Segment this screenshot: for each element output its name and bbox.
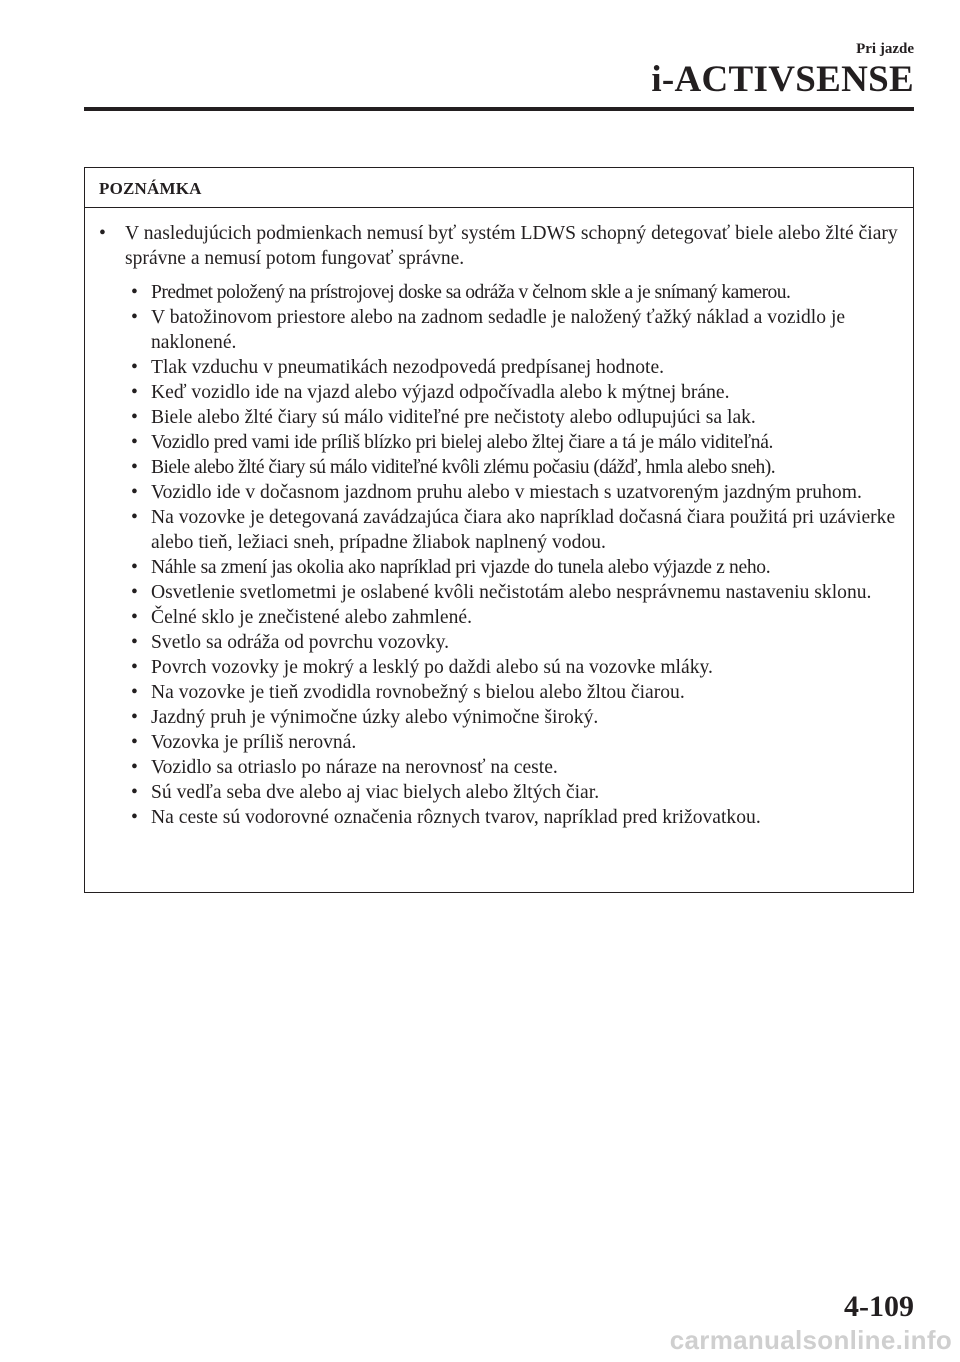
list-item [131,655,907,680]
bullet-icon: • [131,782,138,803]
list-item [131,755,907,780]
list-item-text: Na vozovke je tieň zvodidla rovnobežný s bielou alebo žltou čiarou. [151,682,685,703]
list-item-text: Vozovka je príliš nerovná. [151,732,357,753]
note-heading: POZNÁMKA [85,168,913,208]
list-item [131,555,907,580]
list-item [131,580,907,605]
list-item [131,630,907,655]
bullet-icon: • [131,732,138,753]
list-item-text: Jazdný pruh je výnimočne úzky alebo výnimočne široký. [151,707,599,728]
list-item [131,380,907,405]
list-item [131,780,907,805]
bullet-icon: • [131,407,138,428]
note-main-text: V nasledujúcich podmienkach nemusí byť systém LDWS schopný detegovať biele alebo žlté čiary správne a nemusí potom fungovať správne. [125,223,898,269]
list-item [131,480,907,505]
list-item-text: Predmet položený na prístrojovej doske sa odráža v čelnom skle a je snímaný kamerou. [151,282,791,303]
list-item-text: Sú vedľa seba dve alebo aj viac bielych alebo žltých čiar. [151,782,600,803]
list-item [131,605,907,630]
condition-list [99,280,907,830]
bullet-icon: • [131,432,138,453]
list-item-text: V batožinovom priestore alebo na zadnom sedadle je naložený ťažký náklad a vozidlo je naklonené. [151,307,846,353]
list-item [131,505,907,555]
bullet-icon: • [131,582,138,603]
bullet-icon: • [131,757,138,778]
list-item-text: Biele alebo žlté čiary sú málo viditeľné pre nečistoty alebo odlupujúci sa lak. [151,407,756,428]
header-divider [84,107,914,111]
list-item-text: Povrch vozovky je mokrý a lesklý po daždi alebo sú na vozovke mláky. [151,657,713,678]
note-body [85,208,913,830]
note-box [84,167,914,893]
list-item-text: Keď vozidlo ide na vjazd alebo výjazd odpočívadla alebo k mýtnej bráne. [151,382,730,403]
list-item-text: Vozidlo sa otriaslo po náraze na nerovnosť na ceste. [151,757,558,778]
bullet-icon: • [131,457,138,478]
list-item [131,805,907,830]
list-item-text: Na vozovke je detegovaná zavádzajúca čiara ako napríklad dočasná čiara použitá pri uzávierke alebo tieň, ležiaci sneh, prípadne žliabok naplnený vodou. [151,507,896,553]
note-main-item [99,221,907,271]
bullet-icon: • [131,557,138,578]
bullet-icon: • [131,807,138,828]
list-item-text: Osvetlenie svetlometmi je oslabené kvôli nečistotám alebo nesprávnemu nastaveniu sklonu. [151,582,872,603]
list-item [131,405,907,430]
list-item [131,430,907,455]
list-item [131,705,907,730]
list-item-text: Čelné sklo je znečistené alebo zahmlené. [151,607,472,628]
bullet-icon: • [131,632,138,653]
list-item [131,305,907,355]
list-item-text: Vozidlo pred vami ide príliš blízko pri bielej alebo žltej čiare a tá je málo viditeľná. [151,432,774,453]
watermark: carmanualsonline.info [669,1325,952,1355]
list-item [131,455,907,480]
list-item-text: Biele alebo žlté čiary sú málo viditeľné kvôli zlému počasiu (dážď, hmla alebo sneh). [151,457,776,478]
bullet-icon: • [131,482,138,503]
bullet-icon: • [131,382,138,403]
bullet-icon: • [131,282,138,303]
bullet-icon: • [131,682,138,703]
list-item-text: Náhle sa zmení jas okolia ako napríklad pri vjazde do tunela alebo výjazde z neho. [151,557,771,578]
page-title: i-ACTIVSENSE [651,59,914,100]
bullet-icon: • [131,307,138,328]
bullet-icon: • [131,657,138,678]
bullet-icon: • [99,223,106,244]
bullet-icon: • [131,707,138,728]
list-item [131,730,907,755]
list-item [131,280,907,305]
bullet-icon: • [131,357,138,378]
list-item [131,355,907,380]
list-item-text: Na ceste sú vodorovné označenia rôznych tvarov, napríklad pred križovatkou. [151,807,761,828]
section-label: Pri jazde [856,41,914,57]
list-item-text: Svetlo sa odráža od povrchu vozovky. [151,632,450,653]
list-item-text: Tlak vzduchu v pneumatikách nezodpovedá predpísanej hodnote. [151,357,665,378]
list-item [131,680,907,705]
page-number: 4-109 [844,1290,914,1323]
list-item-text: Vozidlo ide v dočasnom jazdnom pruhu alebo v miestach s uzatvoreným jazdným pruhom. [151,482,862,503]
bullet-icon: • [131,607,138,628]
bullet-icon: • [131,507,138,528]
